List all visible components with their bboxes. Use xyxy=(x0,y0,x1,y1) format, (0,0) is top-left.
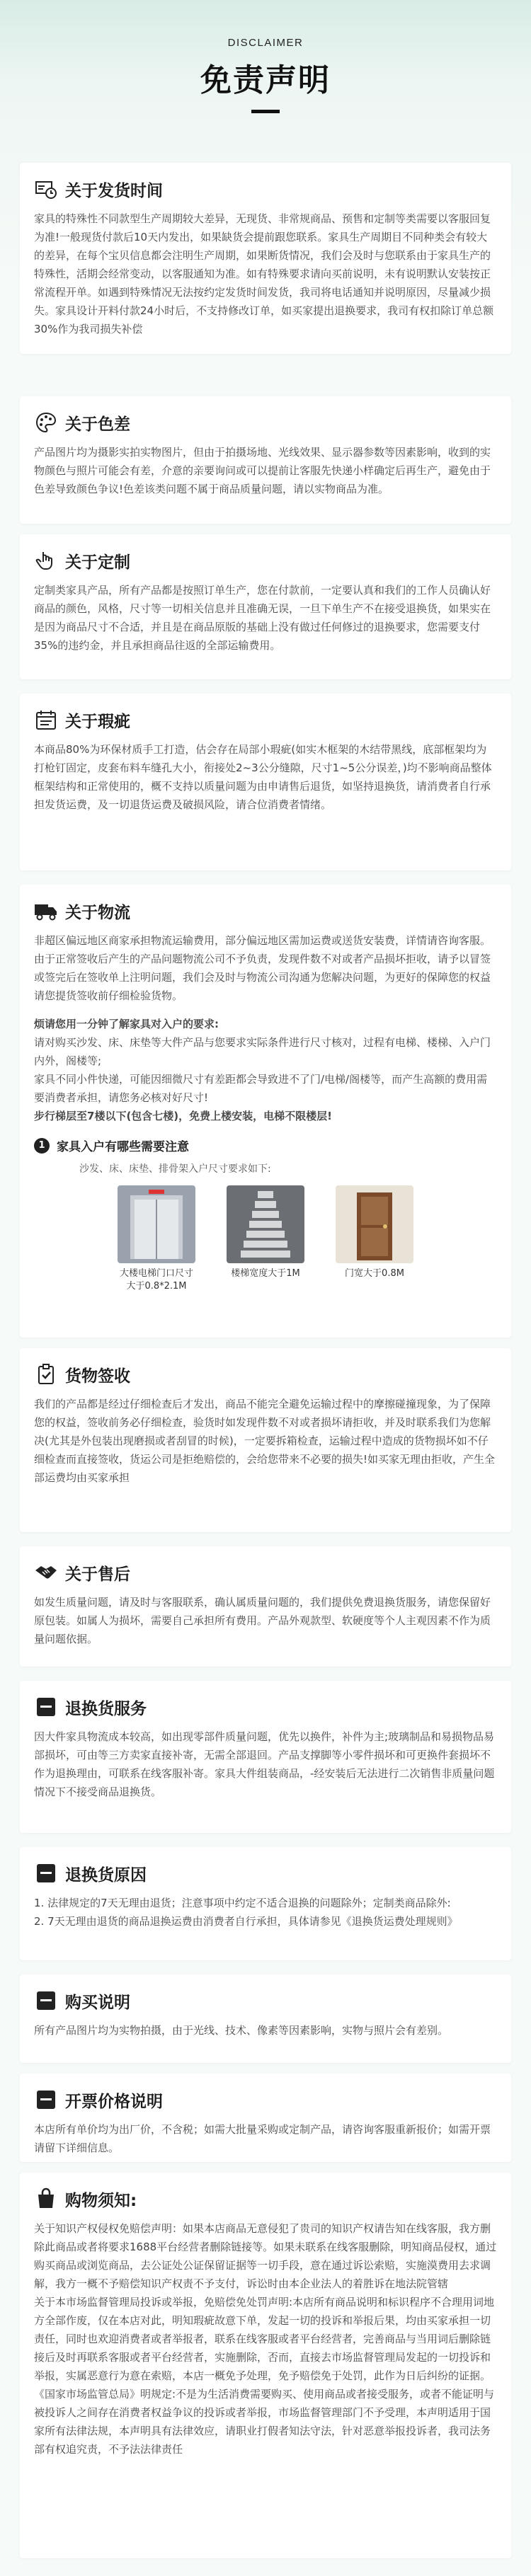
section-custom xyxy=(20,534,511,679)
section-title: 退换货原因 xyxy=(65,1865,147,1885)
entry-subtitle: 沙发、床、床垫、排骨架入户尺寸要求如下: xyxy=(79,1163,271,1175)
section-text: 如发生质量问题，请及时与客服联系，确认属质量问题的，我们提供免费退换货服务，请您保留好原包装。如属人为损坏，需要自己承担所有费用。产品外观款型、软硬度等个人主观因素不作为质量问题依据。 xyxy=(34,1596,491,1645)
section-purchase xyxy=(20,1974,511,2063)
clipboard-check-icon xyxy=(34,1362,58,1386)
page-title: 免责声明 xyxy=(200,62,331,98)
section-text: 所有产品图片均为实物拍摄，由于光线、技术、像素等因素影响，实物与照片会有差别。 xyxy=(34,2024,449,2037)
purchase-note-icon xyxy=(34,1989,58,2013)
section-text: 1. 法律规定的7天无理由退货；注意事项中约定不适合退换的问题除外；定制类商品除外: 2. 7天无理由退货的商品退换运费由消费者自行承担，具体请参见《退换货运费处理规则》 xyxy=(34,1897,458,1928)
section-flaw xyxy=(20,694,511,870)
section-return-service xyxy=(20,1681,511,1833)
section-title: 关于发货时间 xyxy=(65,181,163,200)
section-text: 定制类家具产品，所有产品都是按照订单生产，您在付款前，一定要认真和我们的工作人员确认好商品的颜色，风格，尺寸等一切相关信息并且准确无误，一旦下单生产不在接受退换货，如果实在是因为商品尺寸不合适，并且是在商品原版的基础上没有做过任何修过的退换要求，您需要支付35%的违约金，并且承担商品往返的全部运输费用。 xyxy=(34,584,491,652)
section-text: 非超区偏远地区商家承担物流运输费用，部分偏远地区需加运费或送货安装费，详情请咨询客服。由于正常签收后产生的产品问题物流公司不予负责，发现件数不对或者产品损坏拒收，请予以冒签或签完后在签收单上注明问题，我们会及时与物流公司沟通为您解决问题，为更好的保障您的权益请您提货签收前仔细检验货物。 xyxy=(34,934,491,1002)
section-text: 我们的产品都是经过仔细检查后才发出，商品不能完全避免运输过程中的摩擦碰撞现象，为了保障您的权益，签收前务必仔细检查，验货时如发现件数不对或者损坏请拒收，并及时联系我们为您解决(尤其是外包装出现磨损或者刮冒的时候)，一定要拆箱检查，运输过程中造成的货物损坏如不仔细检查而直接签收，货运公司是拒绝赔偿的，会给您带来不必要的损失!如买家无理由拒收，产生全部运费均由买家承担 xyxy=(34,1398,496,1484)
palette-icon xyxy=(34,410,58,435)
header-en: DISCLAIMER xyxy=(227,37,304,49)
section-title: 货物签收 xyxy=(65,1367,130,1386)
section-title: 购买说明 xyxy=(65,1993,130,2012)
section-text: 家具的特殊性不同款型生产周期较大差异，无现货、非常规商品、预售和定制等类需要以客服回复为准!一般现货付款后10天内发出，如果缺货会提前跟您联系。家具生产周期目不同种类会有较大的差异，在每个宝贝信息都会注明生产周期，如果断货情况，我们会及时与您联系由于家具生产的特殊性，活期会经常变动，以客服通知为准。如有特殊要求请向买前说明，未有说明默认安装按正常流程开单。如遇到特殊情况无法按约定发货时间发货，我司将电话通知并说明原因，尽量减少损失。家具设计开料付款24小时后，不支持修改订单，如买家提出退换要求，我司有权扣除订单总额30%作为我司损失补偿 xyxy=(34,212,494,335)
section-logistics xyxy=(20,885,511,1338)
section-shipping xyxy=(20,163,511,354)
section-text: 本店所有单价均为出厂价，不含税；如需大批量采购或定制产品，请咨询客服重新报价；如需开票请留下详细信息。 xyxy=(34,2123,491,2154)
elevator-image xyxy=(118,1185,195,1263)
section-aftersale xyxy=(20,1546,511,1667)
section-text: 本商品80%为环保材质手工打造，估会存在局部小瑕疵(如实木框架的木结带黑线，底部框架均为打枪钉固定，皮套布料车缝孔大小，衔接处2~3公分缝隙，尺寸1~5公分误差，)均不影响商品整体框架结构和正常使用的，概不支持以质量问题为由申请售后退货，如坚持退换货，请消费者自行承担发货运费，及一切退货运费及破损风险，请合位消费者情绪。 xyxy=(34,743,492,811)
section-invoice xyxy=(20,2074,511,2162)
entry-requirements xyxy=(34,1185,497,1293)
elevator-requirement xyxy=(118,1185,195,1293)
section-receipt xyxy=(20,1348,511,1532)
title-underline xyxy=(251,110,280,113)
shopping-bag-icon xyxy=(34,2187,58,2211)
section-text: 因大件家具物流成本较高，如出现零部件质量问题，优先以换件，补件为主;玻璃制品和易损物品易部损坏，可由等三方卖家直接补寄，无需全部退回。产品支撑脚等小零件损坏和可更换件套损坏不作为退换理由，可联系在线客服补寄。家具大件组装商品，-经安装后无法进行二次销售非质量问题情况下不接受商品退换货。 xyxy=(34,1730,495,1798)
section-title: 关于瑕疵 xyxy=(65,712,130,731)
notice-line: 家具不同小件快递，可能因细微尺寸有差距都会导致进不了门/电梯/阁楼等，而产生高额的费用需要消费者承担，请您务必核对好尺寸! xyxy=(34,1073,488,1104)
section-title: 关于色差 xyxy=(65,415,130,434)
handshake-icon xyxy=(34,1560,58,1585)
door-caption: 门宽大于0.8M xyxy=(345,1268,404,1279)
stairs-caption: 楼梯宽度大于1M xyxy=(231,1268,300,1279)
section-notice xyxy=(20,2173,511,2558)
section-title: 关于售后 xyxy=(65,1565,130,1584)
door-requirement xyxy=(336,1185,413,1293)
hand-pointer-icon xyxy=(34,548,58,573)
elevator-caption: 大楼电梯门口尺寸 大于0.8*2.1M xyxy=(119,1268,193,1292)
notice-line: 请对购买沙发、床、床垫等大件产品与您要求实际条件进行尺寸核对，过程有电梯、楼梯、入户门内外，阁楼等; xyxy=(34,1036,491,1067)
page-header xyxy=(0,0,531,163)
section-title: 关于定制 xyxy=(65,553,130,572)
section-text: 关于知识产权侵权免赔偿声明：如果本店商品无意侵犯了贵司的知识产权请告知在线客服，我方删除此商品或者将要求1688平台经营者删除链接等。如果未联系在线客服删除，明知商品侵权，通过购买商品或浏览商品，去公证处公证保留证据等一切手段，意在通过诉讼索赔，实施漠费用去求调解，我方一概不予赔偿知识产权责不予支付，诉讼时由本企业法人的着胜诉在地法院管辖 关于本市场监督管理局投诉或举报，免赔偿免处罚声明:本店所有商品说明和标识程序不合理用词地方全部作废，仅在本店对此，明知瑕疵故意下单，发起一切的投诉和举报后果，均由买家承担一切责任，同时也欢迎消费者或者举报者，联系在线客服或者平台经营者，完善商品与当用词后删除链接后及时再联系客服或者平台经营者，实施删除，否而，直接去市场监督管理局发起的一切投诉和举报，实属恶意行为意在索赔，本店一概免予处理，免予赔偿免于处罚，此作为日后纠纷的证据。《国家市场监管总局》明规定:不是为生活消费需要购买、使用商品或者接受服务，或者不能证明与被投诉人之间存在消费者权益争议的投诉或者举报，市场监督管理部门不予受理，本声明适用于国家所有法律法规，本声明具有法律效应，请职业打假者知法守法，针对恶意举报投诉者，我司法务部有权追究责，不予法法律责任 xyxy=(34,2222,497,2456)
entry-title: 家具入户有哪些需要注意 xyxy=(57,1140,189,1154)
stairs-image xyxy=(227,1185,304,1263)
notice-title: 烦请您用一分钟了解家具对入户的要求: xyxy=(34,1018,219,1030)
invoice-icon xyxy=(34,2088,58,2112)
truck-icon xyxy=(34,899,58,923)
step-number: 1 xyxy=(34,1138,50,1154)
return-reason-icon xyxy=(34,1861,58,1885)
door-image xyxy=(336,1185,413,1263)
section-title: 退换货服务 xyxy=(65,1699,147,1718)
section-return-reason xyxy=(20,1847,511,1960)
section-title: 关于物流 xyxy=(65,903,130,922)
return-box-icon xyxy=(34,1695,58,1719)
section-color xyxy=(20,396,511,524)
notice-floor-policy: 步行梯层至7楼以下(包含七楼)，免费上楼安装，电梯不限楼层! xyxy=(34,1110,332,1122)
stairs-requirement xyxy=(227,1185,304,1293)
section-text: 产品图片均为摄影实拍实物图片，但由于拍摄场地、光线效果、显示器参数等因素影响，收到的实物颜色与照片可能会有差，介意的亲要询问或可以提前让客服先快递小样确定后再生产，避免由于色差导致颜色争议!色差该类问题不属于商品质量问题，请以实物商品为准。 xyxy=(34,446,491,495)
section-title: 购物须知: xyxy=(65,2191,137,2210)
section-title: 开票价格说明 xyxy=(65,2092,163,2111)
calendar-icon xyxy=(34,708,58,732)
delivery-clock-icon xyxy=(34,177,58,201)
entry-heading xyxy=(34,1137,497,1154)
